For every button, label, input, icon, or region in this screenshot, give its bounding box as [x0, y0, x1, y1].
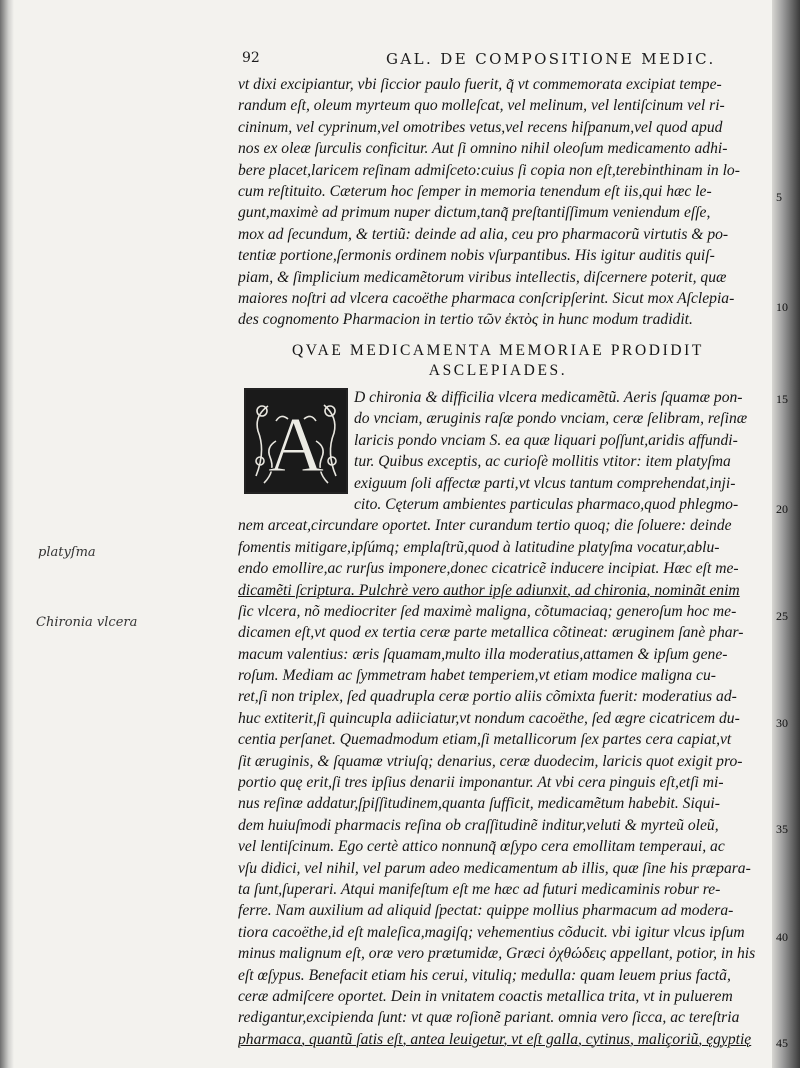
text-line: ſit æruginis, & ſquamæ vtriuſq; denarius, ceræ duodecim, laricis quot exigit pro- — [238, 752, 743, 770]
text-line: laricis pondo vnciam S. ea quæ liquari poſſunt,aridis affundi- — [354, 431, 738, 449]
text-line: macum valentius: æris ſquamam,multo illa moderatius,attamen & ipſum gene- — [238, 645, 728, 663]
text-line: dicamẽti ſcriptura. Pulchrè vero author ipſe adiunxit, ad chironia, nominãt enim — [238, 581, 740, 599]
line-number-margin — [774, 0, 800, 1068]
drop-cap-letter: A — [267, 401, 325, 488]
text-line: ferre. Nam auxilium ad aliquid ſpectat: quippe mollius pharmacum ad modera- — [238, 902, 734, 920]
marginal-note-platysma: platyſma — [38, 545, 96, 560]
text-line: minus malignum eſt, oræ vero prætumidæ, Græci ὀχθώδεις appellant, potior, in his — [238, 945, 756, 963]
body-text-top — [238, 74, 758, 331]
text-line: mox ad ſecundum, & tertiũ: deinde ad alia, ceu pro pharmacorũ virtutis & po- — [238, 225, 729, 243]
section-title — [238, 341, 758, 381]
text-line: eſt œſypus. Benefacit etiam his cerui, vituliq; medulla: quam leuem prius factã, — [238, 966, 731, 984]
text-line: des cognomento Pharmacion in tertio τῶν ἐκτὸς in hunc modum tradidit. — [238, 311, 693, 329]
text-line: centia perſanet. Quemadmodum etiam,ſi metallicorum ſex partes cera capiat,vt — [238, 731, 732, 749]
page-header — [236, 50, 756, 72]
text-line: cum reſtituito. Cæterum hoc ſemper in memoria tenendum eſt iis,qui hæc le- — [238, 182, 712, 200]
text-line: bere placet,laricem reſinam admiſceto:cuius ſi copia non eſt,terebinthinam in lo- — [238, 161, 740, 179]
line-number: 20 — [776, 502, 788, 516]
text-line: portio quę erit,ſi tres ipſius denarii imponantur. At vbi cera pinguis eſt,etſi mi- — [238, 774, 724, 792]
text-line: endo emollire,ac rurſus imponere,donec cicatricẽ inducere incipiat. Hæc eſt me- — [238, 560, 739, 578]
text-line: gunt,maximè ad primum nuper dictum,tanq̃ preſtantiſſimum veniendum eſſe, — [238, 204, 711, 222]
line-number: 30 — [776, 716, 788, 730]
text-line: randum eſt, oleum myrteum quo molleſcat, vel melinum, vel lentiſcinum vel ri- — [238, 97, 725, 115]
text-line: vt dixi excipiantur, vbi ſiccior paulo fuerit, q̃ vt commemorata excipiat tempe- — [238, 76, 722, 93]
text-line: pharmaca, quantũ ſatis eſt, antea leuigetur, vt eſt galla, cytinus, maliçoriũ, ęgyptię — [238, 1030, 752, 1048]
text-line: ret,ſi non triplex, ſed quadrupla ceræ portio aliis cõmixta fuerit: moderatius ad- — [238, 688, 737, 706]
line-number: 45 — [776, 1036, 788, 1050]
section-title-line-1: QVAE MEDICAMENTA MEMORIAE PRODIDIT — [292, 342, 704, 359]
text-line: nem arceat,circundare oportet. Inter curandum tertio quoq; die ſoluere: deinde — [238, 517, 732, 535]
marginal-note-chironia: Chironia vlcera — [36, 615, 138, 630]
text-line: roſum. Mediam ac ſymmetram habet temperiem,vt etiam modice maligna cu- — [238, 667, 716, 685]
text-line: dem huiuſmodi pharmacis reſina ob craſſitudinẽ inditur,veluti & myrteũ oleũ, — [238, 816, 719, 834]
text-line: redigantur,excipienda ſunt: vt quæ roſionẽ pariant. omnia vero ſicca, ac tereſtria — [238, 1009, 740, 1027]
line-number: 10 — [776, 300, 788, 314]
gutter-shadow — [0, 0, 14, 1068]
text-line: dicamen eſt,vt quod ex tertia ceræ parte metallica cõtineat: æruginem ſanè phar- — [238, 624, 744, 642]
running-head: GAL. DE COMPOSITIONE MEDIC. — [386, 50, 716, 68]
text-line: nus reſinæ addatur,ſpiſſitudinem,quanta ſufficit, medicamẽtum habebit. Siqui- — [238, 795, 720, 813]
text-line: fomentis mitigare,ipſúmq; emplaſtrũ,quod à latitudine platyſma vocatur,ablu- — [238, 538, 720, 556]
text-line: piam, & ſimplicium medicamẽtorum viribus intellectis, diſcernere poterit, quæ — [238, 268, 727, 286]
text-line: huc extiterit,ſi quincupla adiiciatur,vt nondum cacoëthe, ſed ægre cicatricem du- — [238, 709, 740, 727]
text-line: cininum, vel cyprinum,vel omotribes vetus,vel recens hiſpanum,vel quod apud — [238, 118, 723, 136]
line-number: 5 — [776, 190, 782, 204]
text-line: cito. Cęterum ambientes particulas pharmaco,quod phlegmo- — [354, 495, 739, 513]
text-line: exiguum ſoli affectæ parti,vt vlcus tantum comprehendat,inji- — [354, 474, 736, 492]
text-line: maiores noſtri ad vlcera cacoëthe pharmaca conſcripſerint. Sicut mox Aſclepia- — [238, 289, 735, 307]
text-line: tentiæ portione,ſermonis ordinem nobis vſurpantibus. His igitur auditis quiſ- — [238, 247, 715, 265]
text-line: do vnciam, æruginis raſæ pondo vnciam, ceræ ſelibram, reſinæ — [354, 410, 748, 428]
text-line: ſic vlcera, nõ mediocriter ſed maximè maligna, cõtumaciaq; generoſum hoc me- — [238, 602, 737, 620]
text-line: ceræ admiſcere oportet. Dein in vnitatem coactis metallica trita, vt in puluerem — [238, 987, 733, 1005]
text-line: vel lentiſcinum. Ego certè attico nonnunq̃ œſypo cera emollitam temperaui, ac — [238, 838, 725, 856]
text-line: vſu didici, vel nihil, vel parum adeo medicamentum ab illis, quæ ſine his præpara- — [238, 859, 751, 877]
text-line: ta ſunt,ſuperari. Atqui manifeſtum eſt me hæc ad futuri medicaminis robur re- — [238, 880, 721, 898]
line-number: 25 — [776, 609, 788, 623]
line-number: 35 — [776, 822, 788, 836]
text-line: tiora cacoëthe,id eſt maleſica,magiſq; vehementius cõducit. vbi igitur vlcus ipſum — [238, 923, 745, 941]
text-line: nos ex oleæ ſurculis conficitur. Aut ſi omnino nihil oleoſum medicamento adhi- — [238, 140, 728, 158]
line-number: 15 — [776, 392, 788, 406]
section-title-line-2: ASCLEPIADES. — [428, 362, 568, 379]
text-line: tur. Quibus exceptis, ac curioſè mollitis vtitor: item platyſma — [354, 453, 731, 471]
folio-number: 92 — [242, 50, 260, 66]
line-number: 40 — [776, 930, 788, 944]
text-line: D chironia & difficilia vlcera medicamẽtũ. Aeris ſquamæ pon- — [354, 389, 743, 406]
body-text-main — [238, 387, 762, 1050]
